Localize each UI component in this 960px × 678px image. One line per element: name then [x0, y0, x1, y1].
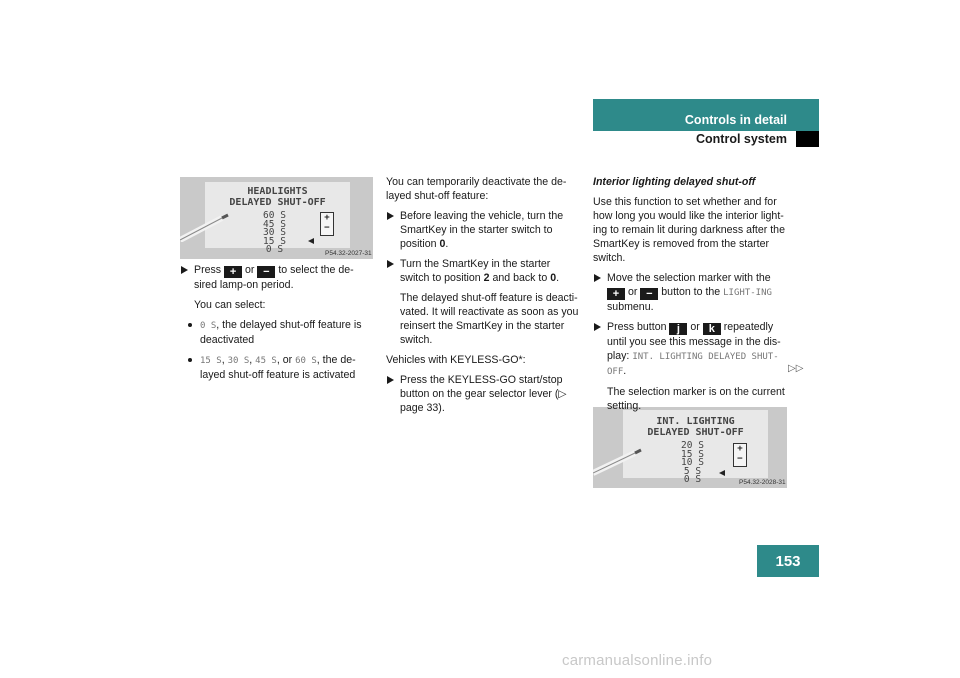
- header-subtitle-band: [593, 131, 796, 147]
- step-turn-key-0: Before leaving the vehicle, turn the SmartKey in the starter switch to position 0.: [386, 209, 580, 251]
- section-title: Control system: [696, 132, 787, 146]
- bullet-deactivated: 0 S, the delayed shut-off feature is deactivated: [188, 318, 373, 347]
- selection-marker-icon: [308, 238, 314, 244]
- option: 0 S: [265, 244, 284, 255]
- figure-ref: P54.32-2027-31: [325, 250, 372, 257]
- step-move-marker: Move the selection marker with the + or − button to the LIGHT-ING submenu.: [593, 271, 787, 314]
- option: 30 S: [263, 227, 286, 238]
- section-heading: Interior lighting delayed shut-off: [593, 176, 756, 188]
- display-title-1: HEADLIGHTS: [247, 186, 308, 197]
- intro-paragraph: You can temporarily deactivate the de-layed shut-off feature:: [386, 176, 567, 202]
- plus-minus-box: [320, 212, 334, 236]
- option: 20 S: [681, 440, 704, 451]
- marker-note: The selection marker is on the current setting.: [607, 386, 785, 412]
- you-can-select: You can select:: [194, 299, 266, 311]
- display-title-1: INT. LIGHTING: [656, 416, 735, 427]
- option: 10 S: [681, 457, 704, 468]
- minus-button-icon: −: [257, 266, 275, 278]
- column-2: [386, 175, 580, 421]
- up-button-icon: j: [669, 323, 687, 335]
- minus-icon: −: [737, 454, 743, 464]
- step-turn-key-2-0: Turn the SmartKey in the starter switch to position 2 and back to 0.: [386, 257, 580, 285]
- option: 15 S: [681, 448, 704, 460]
- display-title-2: DELAYED SHUT-OFF: [229, 197, 326, 208]
- option: 0 S: [683, 474, 702, 485]
- page-number: 153: [757, 545, 819, 577]
- down-button-icon: k: [703, 323, 721, 335]
- column-1: [180, 263, 373, 388]
- option: 45 S: [263, 218, 286, 230]
- step-press-repeatedly: Press button j or k repeatedly until you see this message in the dis-play: INT. LIGHTING DELAYED SHUT-OFF.: [593, 320, 787, 379]
- display-title-2: DELAYED SHUT-OFF: [647, 427, 744, 438]
- figure-int-lighting-display: [593, 407, 787, 488]
- plus-minus-box: [733, 443, 747, 467]
- page-ref-link[interactable]: (▷ page 33).: [400, 388, 567, 414]
- continued-icon: ▷▷: [788, 363, 804, 374]
- stylus-icon: [593, 447, 643, 477]
- plus-icon: +: [737, 444, 743, 454]
- figure-headlights-display: [180, 177, 373, 259]
- bullet-activated: 15 S, 30 S, 45 S, or 60 S, the de-layed shut-off feature is activated: [188, 353, 373, 382]
- stylus-icon: [180, 212, 230, 242]
- watermark: carmanualsonline.info: [562, 652, 713, 669]
- selection-marker-icon: [719, 470, 725, 476]
- minus-icon: −: [324, 223, 330, 233]
- option: 60 S: [263, 210, 286, 221]
- header-black-tab: [796, 131, 819, 147]
- deactivation-note: The delayed shut-off feature is deacti-vated. It will reactivate as soon as you reinsert the SmartKey in the starter switch.: [400, 292, 579, 346]
- plus-button-icon: +: [224, 266, 242, 278]
- chapter-title: Controls in detail: [684, 113, 787, 127]
- step-select-period: Press + or − to select the de-sired lamp-on period.: [180, 263, 373, 292]
- plus-icon: +: [324, 213, 330, 223]
- figure-ref: P54.32-2028-31: [739, 479, 786, 486]
- plus-button-icon: +: [607, 288, 625, 300]
- intro-paragraph: Use this function to set whether and for how long you would like the interior light-ing to remain lit during darkness after the SmartKey is removed from the starter switch.: [593, 196, 785, 264]
- column-3: [593, 175, 787, 419]
- step-keyless: Press the KEYLESS-GO start/stop button on the gear selector lever (▷ page 33).: [386, 373, 580, 415]
- option: 5 S: [683, 465, 702, 477]
- keyless-heading: Vehicles with KEYLESS-GO*:: [386, 354, 526, 366]
- option: 15 S: [263, 235, 286, 247]
- minus-button-icon: −: [640, 288, 658, 300]
